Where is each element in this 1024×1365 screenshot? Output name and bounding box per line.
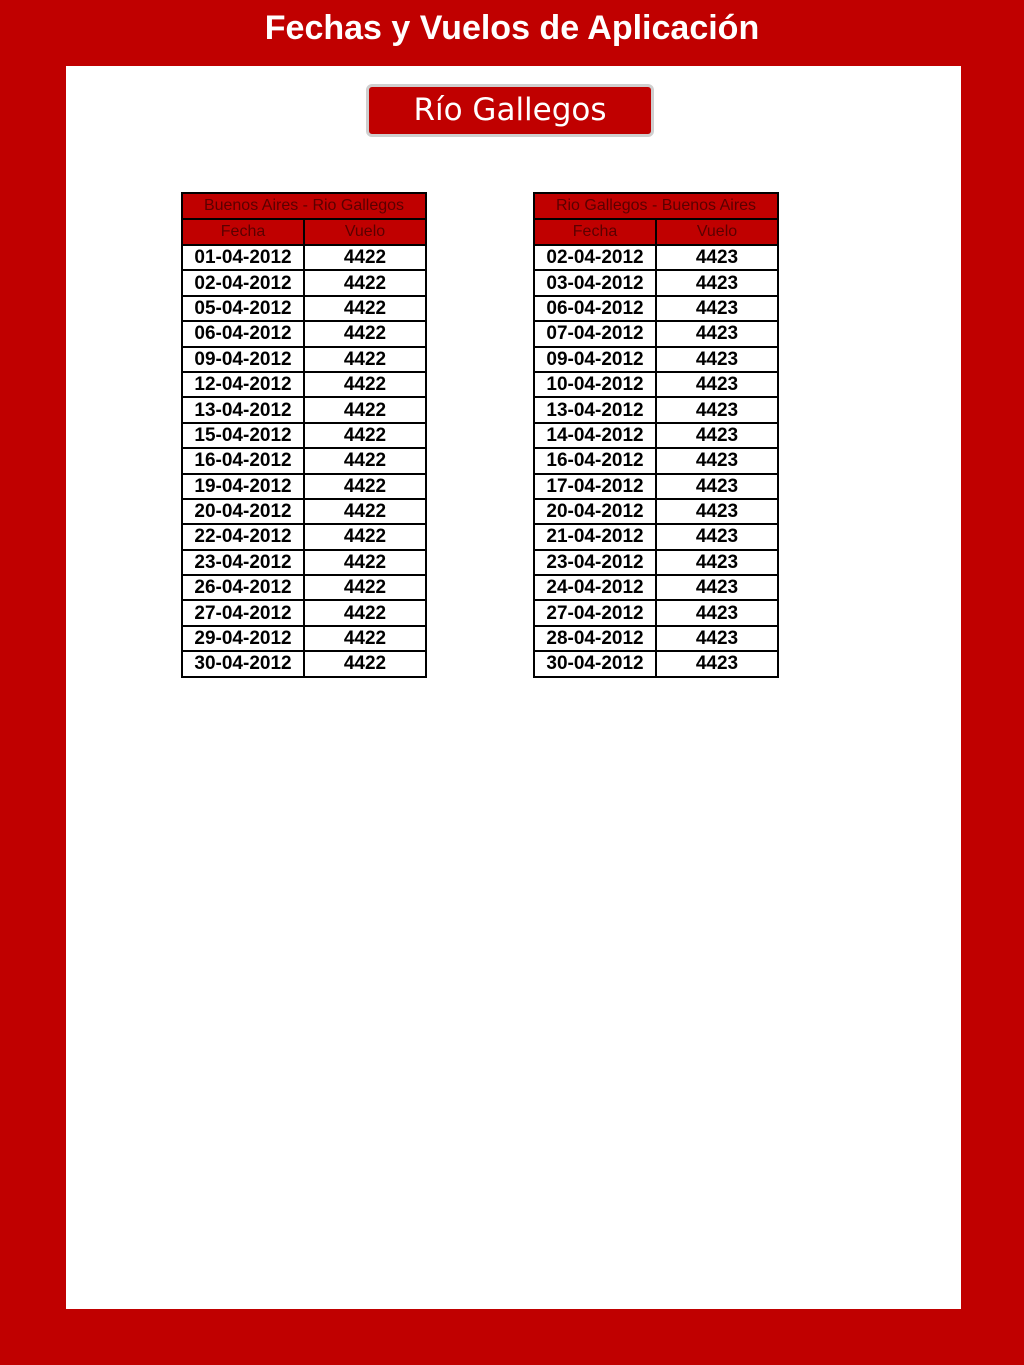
table-row bbox=[534, 296, 778, 321]
table-row bbox=[534, 372, 778, 397]
date-cell: 16-04-2012 bbox=[534, 448, 656, 473]
table-row bbox=[534, 651, 778, 676]
column-header-vuelo: Vuelo bbox=[304, 219, 426, 245]
table-row bbox=[534, 626, 778, 651]
table-body bbox=[534, 245, 778, 677]
table-row bbox=[534, 397, 778, 422]
flight-cell: 4423 bbox=[656, 575, 778, 600]
table-row bbox=[534, 347, 778, 372]
column-header-fecha: Fecha bbox=[534, 219, 656, 245]
date-cell: 23-04-2012 bbox=[534, 550, 656, 575]
table-row bbox=[182, 448, 426, 473]
flight-cell: 4423 bbox=[656, 397, 778, 422]
date-cell: 27-04-2012 bbox=[182, 600, 304, 625]
flight-cell: 4422 bbox=[304, 626, 426, 651]
date-cell: 05-04-2012 bbox=[182, 296, 304, 321]
date-cell: 30-04-2012 bbox=[534, 651, 656, 676]
flight-cell: 4422 bbox=[304, 524, 426, 549]
table-route-title: Buenos Aires - Rio Gallegos bbox=[182, 193, 426, 219]
flight-cell: 4423 bbox=[656, 550, 778, 575]
date-cell: 14-04-2012 bbox=[534, 423, 656, 448]
date-cell: 20-04-2012 bbox=[182, 499, 304, 524]
flight-cell: 4423 bbox=[656, 347, 778, 372]
date-cell: 16-04-2012 bbox=[182, 448, 304, 473]
table-row bbox=[534, 499, 778, 524]
flight-cell: 4423 bbox=[656, 474, 778, 499]
table-row bbox=[534, 321, 778, 346]
flight-cell: 4423 bbox=[656, 448, 778, 473]
table-body bbox=[182, 245, 426, 677]
table-row bbox=[534, 448, 778, 473]
date-cell: 13-04-2012 bbox=[182, 397, 304, 422]
date-cell: 12-04-2012 bbox=[182, 372, 304, 397]
date-cell: 02-04-2012 bbox=[182, 270, 304, 295]
column-header-fecha: Fecha bbox=[182, 219, 304, 245]
table-row bbox=[182, 245, 426, 270]
table-row bbox=[182, 423, 426, 448]
date-cell: 10-04-2012 bbox=[534, 372, 656, 397]
flight-cell: 4422 bbox=[304, 321, 426, 346]
flight-cell: 4422 bbox=[304, 397, 426, 422]
table-route-title: Rio Gallegos - Buenos Aires bbox=[534, 193, 778, 219]
flight-cell: 4423 bbox=[656, 499, 778, 524]
city-badge: Río Gallegos bbox=[366, 84, 654, 137]
flight-table-buenos-aires-rio-gallegos bbox=[181, 192, 427, 678]
content-panel bbox=[66, 66, 961, 1309]
flight-cell: 4423 bbox=[656, 296, 778, 321]
flight-cell: 4422 bbox=[304, 423, 426, 448]
flight-cell: 4423 bbox=[656, 321, 778, 346]
table-row bbox=[534, 524, 778, 549]
flight-cell: 4422 bbox=[304, 600, 426, 625]
table-row bbox=[182, 575, 426, 600]
flight-cell: 4422 bbox=[304, 270, 426, 295]
flight-cell: 4423 bbox=[656, 626, 778, 651]
date-cell: 03-04-2012 bbox=[534, 270, 656, 295]
date-cell: 01-04-2012 bbox=[182, 245, 304, 270]
flight-cell: 4422 bbox=[304, 296, 426, 321]
flight-cell: 4423 bbox=[656, 372, 778, 397]
table-row bbox=[182, 296, 426, 321]
date-cell: 02-04-2012 bbox=[534, 245, 656, 270]
date-cell: 29-04-2012 bbox=[182, 626, 304, 651]
table-row bbox=[534, 474, 778, 499]
flight-cell: 4422 bbox=[304, 448, 426, 473]
date-cell: 13-04-2012 bbox=[534, 397, 656, 422]
table-row bbox=[182, 372, 426, 397]
table-row bbox=[182, 397, 426, 422]
date-cell: 06-04-2012 bbox=[182, 321, 304, 346]
date-cell: 19-04-2012 bbox=[182, 474, 304, 499]
date-cell: 09-04-2012 bbox=[182, 347, 304, 372]
flight-cell: 4422 bbox=[304, 550, 426, 575]
flight-cell: 4423 bbox=[656, 524, 778, 549]
table-row bbox=[534, 423, 778, 448]
date-cell: 21-04-2012 bbox=[534, 524, 656, 549]
flight-cell: 4422 bbox=[304, 347, 426, 372]
date-cell: 06-04-2012 bbox=[534, 296, 656, 321]
table-row bbox=[534, 270, 778, 295]
flight-cell: 4423 bbox=[656, 651, 778, 676]
table-header-row bbox=[182, 219, 426, 245]
flight-cell: 4423 bbox=[656, 245, 778, 270]
flight-cell: 4422 bbox=[304, 575, 426, 600]
date-cell: 23-04-2012 bbox=[182, 550, 304, 575]
table-row bbox=[182, 321, 426, 346]
table-row bbox=[182, 600, 426, 625]
flight-cell: 4422 bbox=[304, 474, 426, 499]
column-header-vuelo: Vuelo bbox=[656, 219, 778, 245]
date-cell: 15-04-2012 bbox=[182, 423, 304, 448]
table-row bbox=[182, 626, 426, 651]
flight-cell: 4423 bbox=[656, 600, 778, 625]
flight-cell: 4422 bbox=[304, 372, 426, 397]
flight-cell: 4422 bbox=[304, 499, 426, 524]
date-cell: 30-04-2012 bbox=[182, 651, 304, 676]
date-cell: 24-04-2012 bbox=[534, 575, 656, 600]
table-route-row bbox=[534, 193, 778, 219]
table-row bbox=[182, 499, 426, 524]
table-route-row bbox=[182, 193, 426, 219]
table-row bbox=[534, 575, 778, 600]
table-row bbox=[182, 550, 426, 575]
table-row bbox=[534, 550, 778, 575]
table-row bbox=[534, 600, 778, 625]
date-cell: 22-04-2012 bbox=[182, 524, 304, 549]
table-row bbox=[182, 347, 426, 372]
date-cell: 26-04-2012 bbox=[182, 575, 304, 600]
flight-cell: 4423 bbox=[656, 270, 778, 295]
flight-cell: 4423 bbox=[656, 423, 778, 448]
date-cell: 09-04-2012 bbox=[534, 347, 656, 372]
table-row bbox=[182, 270, 426, 295]
table-row bbox=[534, 245, 778, 270]
flight-cell: 4422 bbox=[304, 245, 426, 270]
table-header-row bbox=[534, 219, 778, 245]
page-title: Fechas y Vuelos de Aplicación bbox=[264, 9, 760, 47]
date-cell: 07-04-2012 bbox=[534, 321, 656, 346]
flight-cell: 4422 bbox=[304, 651, 426, 676]
date-cell: 27-04-2012 bbox=[534, 600, 656, 625]
table-row bbox=[182, 651, 426, 676]
table-row bbox=[182, 524, 426, 549]
date-cell: 20-04-2012 bbox=[534, 499, 656, 524]
flight-table-rio-gallegos-buenos-aires bbox=[533, 192, 779, 678]
date-cell: 17-04-2012 bbox=[534, 474, 656, 499]
date-cell: 28-04-2012 bbox=[534, 626, 656, 651]
table-row bbox=[182, 474, 426, 499]
